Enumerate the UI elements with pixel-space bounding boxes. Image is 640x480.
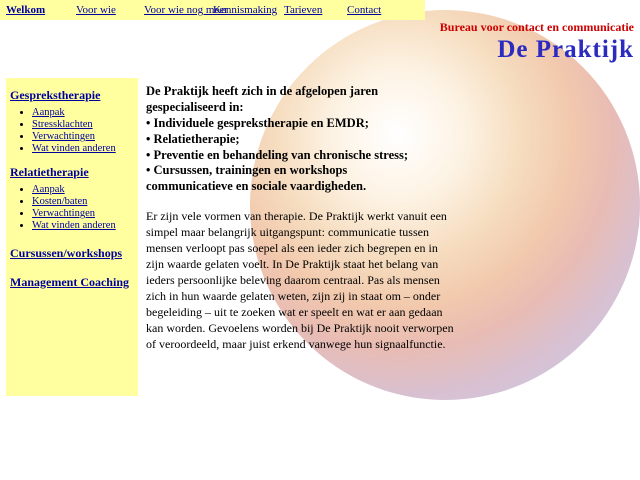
site-title: De Praktijk — [497, 36, 634, 63]
sidebar-item-relatietherapie-wat-vinden-anderen[interactable] — [32, 220, 138, 231]
intro-line-3: • Individuele gesprekstherapie en EMDR; — [146, 115, 369, 130]
intro-line-5: • Preventie en behandeling van chronische stress; — [146, 147, 409, 162]
sidebar-link-relatietherapie[interactable]: Relatietherapie — [10, 165, 89, 179]
sidebar-link-relatietherapie-kosten-baten[interactable]: Kosten/baten — [32, 196, 88, 207]
intro-specialisations — [146, 84, 456, 195]
nav-link-voor-wie-nog-meer[interactable]: Voor wie nog meer — [144, 4, 228, 16]
intro-line-2: gespecialiseerd in: — [146, 99, 244, 114]
sidebar-link-cursussen-workshops[interactable]: Cursussen/workshops — [10, 246, 123, 260]
intro-line-7: communicatieve en sociale vaardigheden. — [146, 179, 367, 194]
nav-link-contact[interactable]: Contact — [347, 4, 382, 16]
sidebar-item-relatietherapie-verwachtingen[interactable] — [32, 208, 138, 219]
nav-item-welkom[interactable] — [6, 4, 45, 16]
sidebar-link-gesprekstherapie-wat-vinden-anderen[interactable]: Wat vinden anderen — [32, 143, 116, 154]
sidebar-item-gesprekstherapie-wat-vinden-anderen[interactable] — [32, 143, 138, 154]
nav-link-tarieven[interactable]: Tarieven — [284, 4, 323, 16]
sidebar-link-gesprekstherapie[interactable]: Gesprekstherapie — [10, 88, 101, 102]
sidebar-item-relatietherapie-kosten-baten[interactable] — [32, 196, 138, 207]
sidebar-heading-management-coaching[interactable] — [6, 261, 138, 290]
sidebar-link-relatietherapie-aanpak[interactable]: Aanpak — [32, 184, 65, 195]
nav-link-kennismaking[interactable]: Kennismaking — [213, 4, 278, 16]
sidebar-item-relatietherapie-aanpak[interactable] — [32, 184, 138, 195]
nav-link-welkom[interactable]: Welkom — [6, 4, 46, 16]
sidebar-link-gesprekstherapie-verwachtingen[interactable]: Verwachtingen — [32, 131, 95, 142]
sidebar-link-gesprekstherapie-stressklachten[interactable]: Stressklachten — [32, 119, 93, 130]
sidebar-item-gesprekstherapie-aanpak[interactable] — [32, 107, 138, 118]
sidebar-link-relatietherapie-verwachtingen[interactable]: Verwachtingen — [32, 208, 95, 219]
sidebar-link-relatietherapie-wat-vinden-anderen[interactable]: Wat vinden anderen — [32, 220, 116, 231]
nav-item-contact[interactable] — [347, 4, 381, 16]
nav-item-voor-wie[interactable] — [76, 4, 116, 16]
sidebar-link-gesprekstherapie-aanpak[interactable]: Aanpak — [32, 107, 65, 118]
body-paragraph: Er zijn vele vormen van therapie. De Praktijk werkt vanuit een simpel maar belangrijk uitgangspunt: communicatie tussen mensen verloopt pas soepel als een ieder zich begrepen en in zijn waarde gelaten voelt. In De Praktijk staat het belang van ieders persoonlijke beleving daarom centraal. Pas als mensen zich in hun waarde gelaten weten, zijn zij in staat om – onder begeleiding – uit te zoeken wat er speelt en wat er aan gedaan kan worden. Gevoelens worden bij De Praktijk nooit verworpen of veroordeeld, maar juist erkend vanwege hun signaalfunctie. — [146, 209, 454, 351]
nav-link-voor-wie[interactable]: Voor wie — [76, 4, 116, 16]
intro-line-1: De Praktijk heeft zich in de afgelopen jaren — [146, 84, 379, 98]
sidebar-heading-cursussen-workshops[interactable] — [6, 232, 138, 261]
sidebar-list-relatietherapie — [6, 184, 138, 231]
intro-line-4: • Relatietherapie; — [146, 131, 240, 146]
sidebar-heading-relatietherapie[interactable] — [6, 155, 138, 180]
nav-item-kennismaking[interactable] — [213, 4, 277, 16]
sidebar-navigation — [6, 78, 138, 396]
intro-line-6: • Cursussen, trainingen en workshops — [146, 163, 348, 178]
sidebar-item-gesprekstherapie-stressklachten[interactable] — [32, 119, 138, 130]
sidebar-link-management-coaching[interactable]: Management Coaching — [10, 275, 129, 289]
top-navigation-bar — [0, 0, 425, 20]
sidebar-item-gesprekstherapie-verwachtingen[interactable] — [32, 131, 138, 142]
sidebar-list-gesprekstherapie — [6, 107, 138, 154]
main-content — [146, 84, 456, 353]
nav-item-tarieven[interactable] — [284, 4, 322, 16]
site-tagline: Bureau voor contact en communicatie — [439, 20, 634, 34]
sidebar-heading-gesprekstherapie[interactable] — [6, 78, 138, 103]
